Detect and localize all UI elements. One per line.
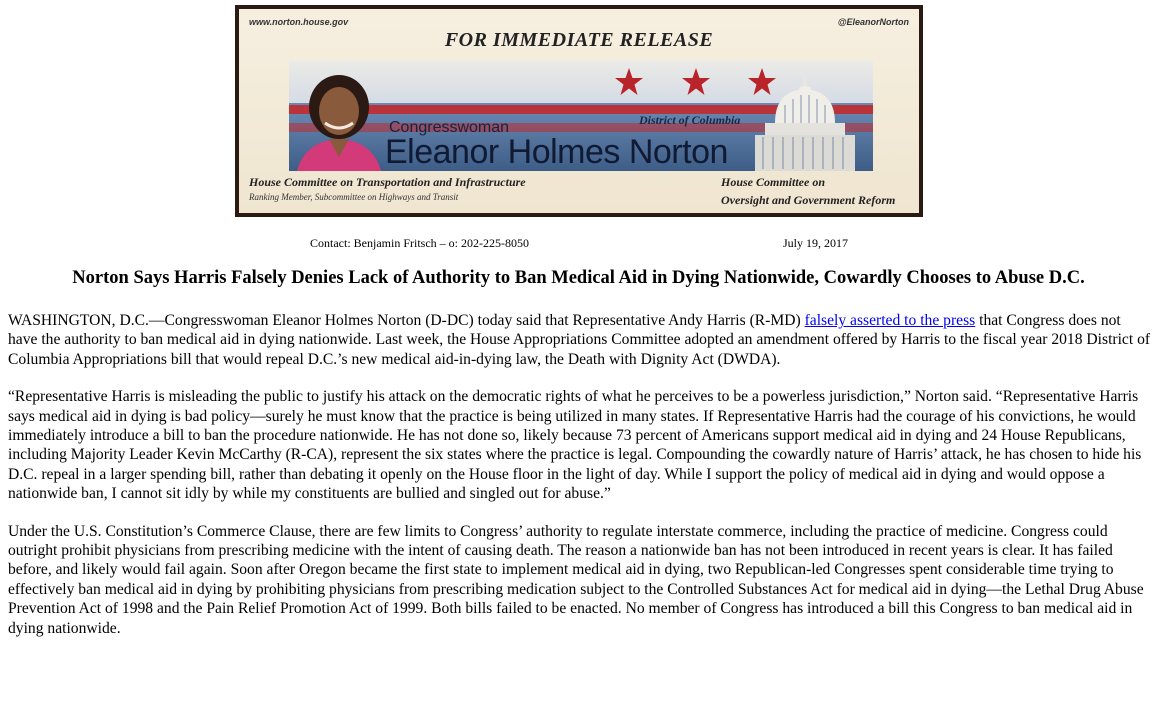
- title-congresswoman: Congresswoman: [389, 119, 510, 136]
- release-date: July 19, 2017: [783, 236, 849, 250]
- paragraph-1-rest: that Congress does not have the authority to ban medical aid in dying nationwide. Last week, the House Appropriations Committee adopted an amendment offered by Harris to the fiscal year 2018 District of Columbia Appropriations bill that would repeal D.C.’s new medical aid-in-dying law, the Death with Dignity Act (DWDA).: [8, 312, 1151, 368]
- star-icon: [681, 67, 711, 97]
- committee-right: [721, 175, 895, 208]
- paragraph-2: “Representative Harris is misleading the public to justify his attack on the democratic rights of what he perceives to be a powerless jurisdiction,” Norton said. “Representative Harris says medical aid in dying is bad policy—surely he must know that the practice is being utilized in many states. If Representative Harris had the courage of his convictions, he would immediately introduce a bill to ban the procedure nationwide. He has not done so, likely because 73 percent of Americans support medical aid in dying and 24 House Republicans, including Majority Leader Kevin McCarthy (R-CA), represent the six states where the practice is legal. Compounding the cowardly nature of Harris’ attack, he has chosen to hide his D.C. repeal in a larger spending bill, rather than debating it openly on the House floor in the light of day. While I support the policy of medical aid in dying and would oppose a nationwide ban, I cannot sit idly by while my constituents are bullied and singled out for abuse.”: [8, 388, 1142, 503]
- paragraph-1: [8, 311, 1151, 369]
- press-release-banner: [235, 5, 923, 217]
- banner-photo-strip: [289, 61, 873, 171]
- star-icon: [614, 67, 644, 97]
- site-url: www.norton.house.gov: [249, 17, 349, 27]
- paragraph-1-lead: WASHINGTON, D.C.—Congresswoman Eleanor Holmes Norton (D-DC) today said that Representative Andy Harris (R-MD): [8, 312, 805, 329]
- committee-transportation: House Committee on Transportation and Infrastructure: [249, 175, 526, 189]
- capitol-dome-image: [745, 75, 865, 171]
- committee-ranking-member: Ranking Member, Subcommittee on Highways and Transit: [249, 192, 459, 202]
- falsely-asserted-link[interactable]: falsely asserted to the press: [804, 312, 976, 329]
- member-name: Eleanor Holmes Norton: [385, 133, 728, 171]
- paragraph-3: Under the U.S. Constitution’s Commerce Clause, there are few limits to Congress’ authority to regulate interstate commerce, including the practice of medicine. Congress could outright prohibit physicians from prescribing medicine with the intent of causing death. The reason a nationwide ban has not been introduced in recent years is clear. It has failed before, and likely would fail again. Soon after Oregon became the first state to implement medical aid in dying, two Republican-led Congresses spent considerable time trying to effectively ban medical aid in dying by prohibiting physicians from prescribing medication subject to the Controlled Substances Act for medical aid in dying—the Lethal Drug Abuse Prevention Act of 1998 and the Pain Relief Promotion Act of 1999. Both bills failed to be enacted. No member of Congress has introduced a bill this Congress to ban medical aid in dying nationwide.: [8, 522, 1144, 637]
- committee-oversight-line2: Oversight and Government Reform: [721, 193, 896, 207]
- release-label: FOR IMMEDIATE RELEASE: [444, 29, 714, 51]
- portrait-image: [291, 67, 387, 171]
- headline: Norton Says Harris Falsely Denies Lack of Authority to Ban Medical Aid in Dying Nationwide, Cowardly Chooses to Abuse D.C.: [72, 268, 1085, 288]
- banner-inner: [239, 9, 919, 213]
- committee-oversight-line1: House Committee on: [721, 175, 826, 189]
- district-label: District of Columbia: [639, 113, 741, 127]
- committee-left: [249, 175, 526, 202]
- article-body: [8, 311, 1151, 656]
- contact-info: Contact: Benjamin Fritsch – o: 202-225-8050: [310, 236, 529, 250]
- twitter-handle: @EleanorNorton: [837, 17, 909, 27]
